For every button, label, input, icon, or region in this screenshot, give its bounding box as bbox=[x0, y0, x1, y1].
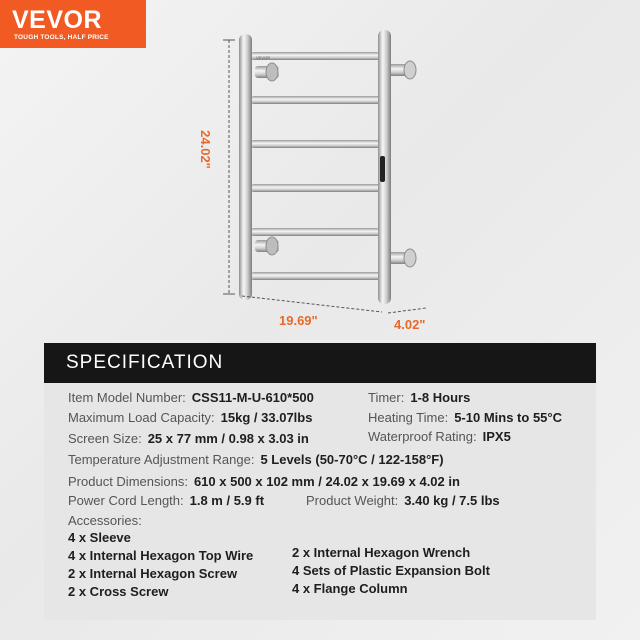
spec-row-screen-size: Screen Size: 25 x 77 mm / 0.98 x 3.03 in bbox=[68, 431, 309, 446]
spec-row-product-weight: Product Weight: 3.40 kg / 7.5 lbs bbox=[306, 493, 500, 508]
rack-rung bbox=[250, 184, 382, 192]
rack-rung bbox=[250, 272, 382, 280]
left-post bbox=[239, 34, 252, 300]
specification-title: SPECIFICATION bbox=[66, 352, 224, 373]
brand-tagline: TOUGH TOOLS, HALF PRICE bbox=[14, 34, 109, 41]
spec-row-product-dimensions: Product Dimensions: 610 x 500 x 102 mm / 24.02 x 19.69 x 4.02 in bbox=[68, 474, 460, 489]
accessory-item: 4 x Sleeve bbox=[68, 530, 131, 545]
spec-row-heating-time: Heating Time: 5-10 Mins to 55°C bbox=[368, 410, 562, 425]
rung-brand-label: VEVOR bbox=[256, 55, 271, 60]
spec-row-model-number: Item Model Number: CSS11-M-U-610*500 bbox=[68, 390, 314, 405]
accessories-title: Accessories: bbox=[68, 513, 142, 528]
height-dimension-label: 24.02" bbox=[197, 130, 213, 169]
width-dimension-label: 19.69" bbox=[279, 313, 318, 328]
accessory-item: 2 x Internal Hexagon Screw bbox=[68, 566, 238, 581]
depth-dimension-line bbox=[388, 308, 426, 313]
rack-rung bbox=[250, 140, 382, 148]
accessory-item: 4 x Flange Column bbox=[292, 581, 408, 596]
accessory-item: 4 x Internal Hexagon Top Wire bbox=[68, 548, 254, 563]
specification-panel bbox=[44, 343, 596, 620]
wall-mount-top-right bbox=[388, 61, 416, 79]
depth-dimension-label: 4.02" bbox=[394, 317, 426, 332]
spec-row-temperature-range: Temperature Adjustment Range: 5 Levels (50-70°C / 122-158°F) bbox=[68, 452, 444, 467]
specification-header bbox=[44, 343, 596, 383]
wall-mount-bottom-right bbox=[388, 249, 416, 267]
spec-row-power-cord-length: Power Cord Length: 1.8 m / 5.9 ft bbox=[68, 493, 265, 508]
accessory-item: 2 x Internal Hexagon Wrench bbox=[292, 545, 471, 560]
width-dimension-line bbox=[242, 296, 382, 312]
brand-name: VEVOR bbox=[12, 6, 103, 34]
wall-mount-bottom-left bbox=[255, 237, 279, 255]
spec-row-load-capacity: Maximum Load Capacity: 15kg / 33.07lbs bbox=[68, 410, 313, 425]
accessory-item: 4 Sets of Plastic Expansion Bolt bbox=[292, 563, 490, 578]
power-switch bbox=[380, 156, 385, 182]
spec-row-timer: Timer: 1-8 Hours bbox=[368, 390, 471, 405]
wall-mount-top-left bbox=[255, 63, 279, 81]
height-dimension-line bbox=[223, 40, 235, 294]
accessory-item: 2 x Cross Screw bbox=[68, 584, 169, 599]
rack-rung bbox=[250, 228, 382, 236]
rack-rung bbox=[250, 96, 382, 104]
spec-row-waterproof-rating: Waterproof Rating: IPX5 bbox=[368, 429, 511, 444]
